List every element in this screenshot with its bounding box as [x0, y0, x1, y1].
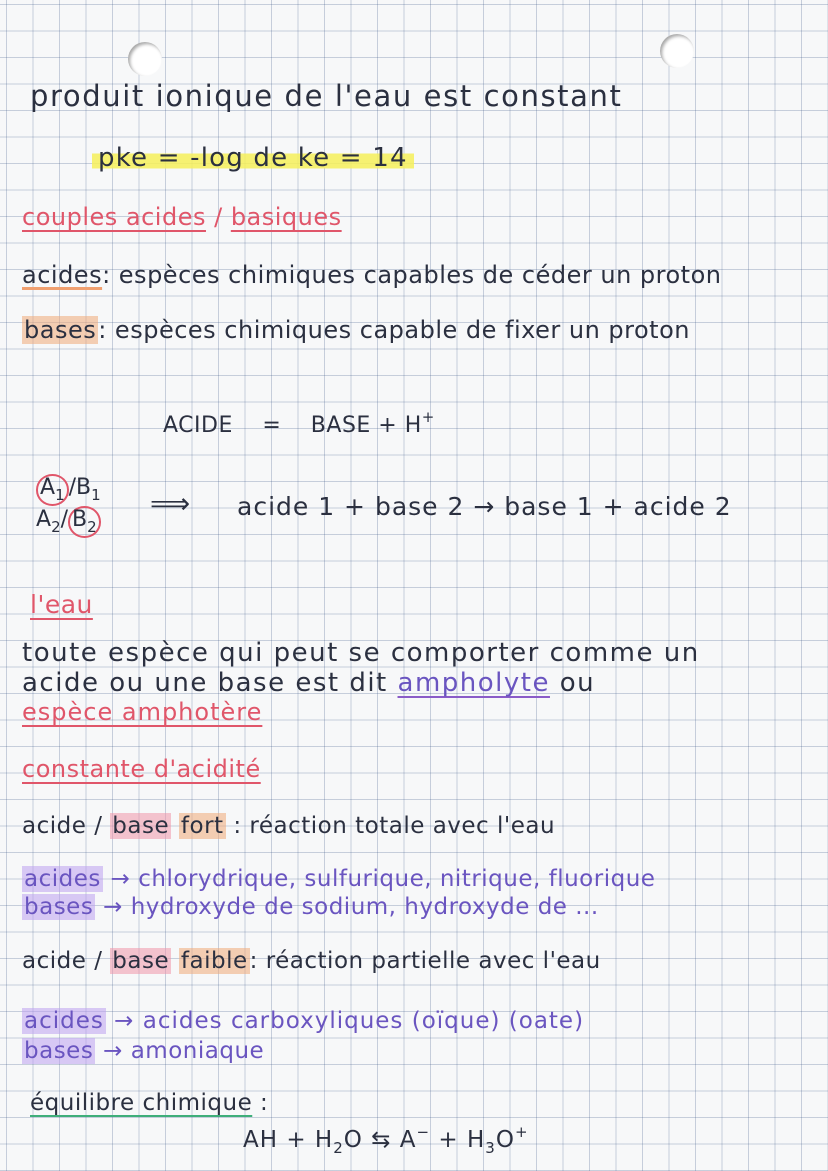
- fort-space: [171, 813, 179, 839]
- title-couples-part2: basiques: [230, 203, 342, 231]
- pair-row-2: [36, 506, 101, 538]
- eq2-h3-sub: 3: [485, 1139, 496, 1157]
- bases-def-text: : espèces chimiques capable de fixer un proton: [98, 316, 690, 344]
- ampholyte-term: ampholyte: [397, 668, 550, 698]
- eq2-ah: AH + H: [243, 1127, 334, 1153]
- faible-line: [22, 950, 601, 973]
- line-ionic-product: produit ionique de l'eau est constant: [30, 79, 623, 113]
- acid-base-equation: [163, 410, 435, 437]
- pair-b2-sub: 2: [87, 518, 97, 536]
- eq-acide: ACIDE: [163, 413, 233, 438]
- amphotere-term: espèce amphotère: [22, 698, 263, 726]
- pair-row1-sep: /: [68, 475, 77, 500]
- pair-a2: A: [36, 507, 52, 532]
- acides-fort-list: [22, 868, 655, 891]
- bases-def-label: bases: [24, 316, 97, 344]
- ampholyte-line2-text: acide ou une base est dit: [22, 668, 398, 698]
- fort-line: [22, 815, 555, 838]
- ampholyte-line-2: [22, 670, 595, 696]
- fort-acide: acide /: [22, 813, 111, 839]
- title-equilibre: [30, 1092, 268, 1115]
- pair-a1: A: [40, 475, 56, 500]
- bases-fort-text: → hydroxyde de sodium, hydroxyde de ...: [95, 894, 599, 920]
- title-eau: [30, 592, 93, 617]
- pair-b2: B: [72, 507, 88, 532]
- eq-base: BASE + H: [310, 413, 422, 438]
- ampholyte-line-3: [22, 700, 262, 724]
- title-equilibre-text: équilibre chimique: [30, 1090, 253, 1116]
- acides-definition: [22, 263, 721, 287]
- fort-word: fort: [180, 813, 224, 839]
- reaction-equation: acide 1 + base 2 → base 1 + acide 2: [237, 492, 732, 521]
- binder-hole-left: [128, 42, 162, 76]
- bases-fort-list: [22, 896, 599, 919]
- pair-a1-sub: 1: [55, 486, 65, 504]
- eq2-o-a: O ⇆ A: [343, 1127, 417, 1153]
- acides-fort-text: → chlorydrique, sulfurique, nitrique, fluorique: [102, 866, 656, 892]
- ampholyte-line2-end: ou: [549, 668, 596, 698]
- implies-arrow-icon: ⟹: [150, 487, 191, 520]
- faible-base: base: [112, 948, 170, 974]
- pair-a2-sub: 2: [51, 518, 61, 536]
- eq2-minus-sup: −: [416, 1123, 431, 1141]
- acides-def-text: : espèces chimiques capables de céder un proton: [102, 261, 722, 289]
- eq2-plus-sup: +: [514, 1123, 529, 1141]
- title-constante: [22, 757, 261, 781]
- acides-faible-list: [22, 1010, 584, 1033]
- faible-space: [171, 948, 179, 974]
- pair-b1-sub: 1: [91, 486, 101, 504]
- acides-faible-text: → acides carboxyliques (oïque) (oate): [105, 1008, 585, 1034]
- eq2-o: O: [495, 1127, 515, 1153]
- pke-formula: [92, 145, 414, 171]
- bases-definition: [22, 318, 690, 342]
- faible-word: faible: [180, 948, 248, 974]
- title-constante-text: constante d'acidité: [22, 755, 261, 783]
- title-couples: [22, 205, 342, 229]
- bases-faible-label: bases: [24, 1038, 94, 1064]
- eq-equals: =: [262, 413, 282, 438]
- pair-a1-circled: [36, 474, 69, 506]
- bases-faible-text: → amoniaque: [95, 1038, 265, 1064]
- ampholyte-line-1: toute espèce qui peut se comporter comme un: [22, 638, 700, 668]
- fort-base: base: [112, 813, 170, 839]
- title-equilibre-colon: :: [252, 1090, 269, 1116]
- bases-fort-label: bases: [24, 894, 94, 920]
- equilibre-equation: [243, 1125, 529, 1156]
- eq2-h2-sub: 2: [333, 1139, 344, 1157]
- pair-b1: B: [76, 475, 92, 500]
- pke-highlight: pke = -log de ke = 14: [92, 143, 414, 173]
- pair-row2-sep: /: [60, 507, 69, 532]
- fort-description: : réaction totale avec l'eau: [225, 813, 556, 839]
- binder-hole-right: [660, 34, 694, 68]
- pair-row-1: [36, 474, 101, 506]
- bases-faible-list: [22, 1040, 264, 1063]
- acides-def-label: acides: [22, 261, 103, 289]
- eq2-h: + H: [430, 1127, 486, 1153]
- faible-description: : réaction partielle avec l'eau: [249, 948, 601, 974]
- title-couples-sep: /: [205, 203, 231, 231]
- pair-b2-circled: [68, 506, 101, 538]
- eq-plus-sup: +: [421, 408, 435, 426]
- acides-faible-label: acides: [24, 1008, 104, 1034]
- acides-fort-label: acides: [24, 866, 101, 892]
- faible-acide: acide /: [22, 948, 111, 974]
- title-eau-text: l'eau: [30, 590, 93, 619]
- title-couples-part1: couples acides: [22, 203, 206, 231]
